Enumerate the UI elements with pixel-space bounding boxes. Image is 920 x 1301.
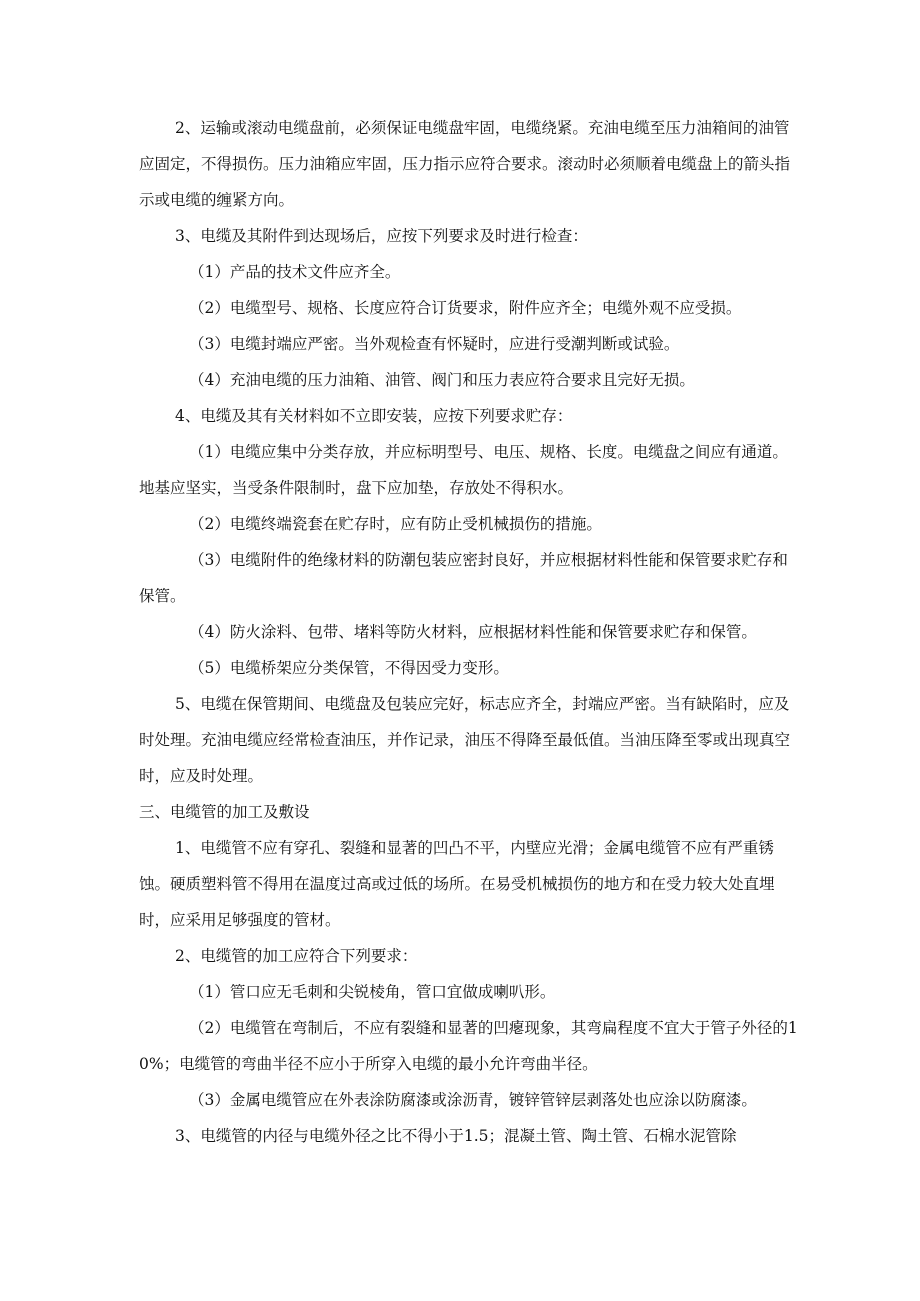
list-item-technical-documents: （1）产品的技术文件应齐全。 (189, 263, 401, 281)
list-item-storage-classification: （1）电缆应集中分类存放，并应标明型号、电压、规格、长度。电缆盘之间应有通道。地基应坚实，当受条件限制时，盘下应加垫，存放处不得积水。 (139, 443, 788, 497)
paragraph-conduit-quality: 1、电缆管不应有穿孔、裂缝和显著的凹凸不平，内壁应光滑；金属电缆管不应有严重锈蚀。硬质塑料管不得用在温度过高或过低的场所。在易受机械损伤的地方和在受力较大处直埋时，应采用足够强度的管材。 (139, 839, 775, 929)
section-heading-conduit: 三、电缆管的加工及敷设 (139, 803, 310, 821)
paragraph-storage-period: 5、电缆在保管期间、电缆盘及包装应完好，标志应齐全，封端应严密。当有缺陷时，应及时处理。充油电缆应经常检查油压，并作记录，油压不得降至最低值。当油压降至零或出现真空时，应及时处理。 (139, 695, 791, 785)
list-item-cable-model: （2）电缆型号、规格、长度应符合订货要求，附件应齐全；电缆外观不应受损。 (189, 299, 742, 317)
paragraph-conduit-processing: 2、电缆管的加工应符合下列要求： (175, 947, 418, 965)
paragraph-inspection-requirements: 3、电缆及其附件到达现场后，应按下列要求及时进行检查： (175, 227, 588, 245)
paragraph-storage-requirements: 4、电缆及其有关材料如不立即安装，应按下列要求贮存： (175, 407, 573, 425)
list-item-anticorrosion: （3）金属电缆管应在外表涂防腐漆或涂沥青，镀锌管锌层剥落处也应涂以防腐漆。 (189, 1091, 757, 1109)
list-item-fireproof-materials: （4）防火涂料、包带、堵料等防火材料，应根据材料性能和保管要求贮存和保管。 (189, 623, 757, 641)
list-item-pipe-mouth: （1）管口应无毛刺和尖锐棱角，管口宜做成喇叭形。 (189, 983, 556, 1001)
list-item-insulation-materials: （3）电缆附件的绝缘材料的防潮包装应密封良好，并应根据材料性能和保管要求贮存和保管。 (139, 551, 788, 605)
list-item-oil-tank: （4）充油电缆的压力油箱、油管、阀门和压力表应符合要求且完好无损。 (189, 371, 695, 389)
list-item-cable-tray: （5）电缆桥架应分类保管，不得因受力变形。 (189, 659, 509, 677)
paragraph-transport-cable-reel: 2、运输或滚动电缆盘前，必须保证电缆盘牢固，电缆绕紧。充油电缆至压力油箱间的油管应固定，不得损伤。压力油箱应牢固，压力指示应符合要求。滚动时必须顺着电缆盘上的箭头指示或电缆的缠紧方向。 (139, 119, 791, 209)
list-item-terminal-bushing: （2）电缆终端瓷套在贮存时，应有防止受机械损伤的措施。 (189, 515, 602, 533)
list-item-cable-sealing: （3）电缆封端应严密。当外观检查有怀疑时，应进行受潮判断或试验。 (189, 335, 680, 353)
paragraph-inner-diameter: 3、电缆管的内径与电缆外径之比不得小于1.5；混凝土管、陶土管、石棉水泥管除 (175, 1127, 737, 1145)
list-item-bending: （2）电缆管在弯制后，不应有裂缝和显著的凹瘪现象，其弯扁程度不宜大于管子外径的10%；电缆管的弯曲半径不应小于所穿入电缆的最小允许弯曲半径。 (139, 1019, 798, 1073)
